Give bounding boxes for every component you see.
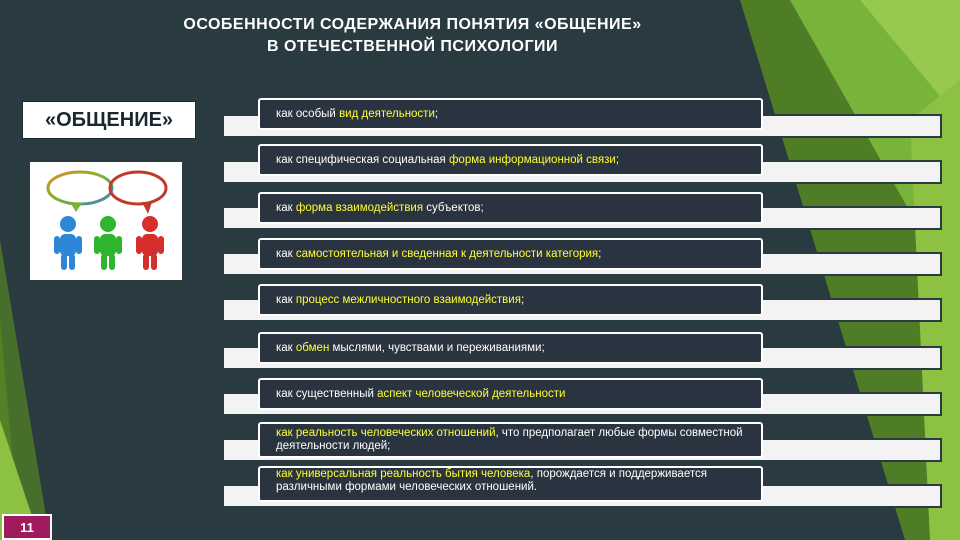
list-item (222, 422, 942, 452)
list-item-label: как форма взаимодействия субъектов; (258, 192, 763, 224)
list-item-label: как универсальная реальность бытия человека, порождается и поддерживается различными формами человеческих отношений. (258, 466, 763, 502)
list-item (222, 98, 942, 124)
list-item-label: как специфическая социальная форма информационной связи; (258, 144, 763, 176)
list-item (222, 192, 942, 218)
list-item-label: как процесс межличностного взаимодействия; (258, 284, 763, 316)
page-number-badge: 11 (2, 514, 52, 540)
figure-red (136, 216, 164, 270)
list-item (222, 238, 942, 264)
list-item (222, 284, 942, 310)
list-item (222, 466, 942, 492)
list-item (222, 378, 942, 404)
list-item-label: как самостоятельная и сведенная к деятельности категория; (258, 238, 763, 270)
list-item (222, 332, 942, 358)
figure-blue (54, 216, 82, 270)
concept-label: «ОБЩЕНИЕ» (22, 101, 196, 139)
title-line-1: ОСОБЕННОСТИ СОДЕРЖАНИЯ ПОНЯТИЯ «ОБЩЕНИЕ» (183, 16, 642, 33)
page-title (40, 14, 785, 58)
list-item-label: как особый вид деятельности; (258, 98, 763, 130)
communication-illustration (30, 162, 182, 280)
figure-green (94, 216, 122, 270)
list-item-label: как обмен мыслями, чувствами и переживаниями; (258, 332, 763, 364)
list-item (222, 144, 942, 170)
title-line-2: В ОТЕЧЕСТВЕННОЙ ПСИХОЛОГИИ (266, 38, 559, 55)
list-item-label: как реальность человеческих отношений, что предполагает любые формы совместной деятельности людей; (258, 422, 763, 458)
list-item-label: как существенный аспект человеческой деятельности (258, 378, 763, 410)
